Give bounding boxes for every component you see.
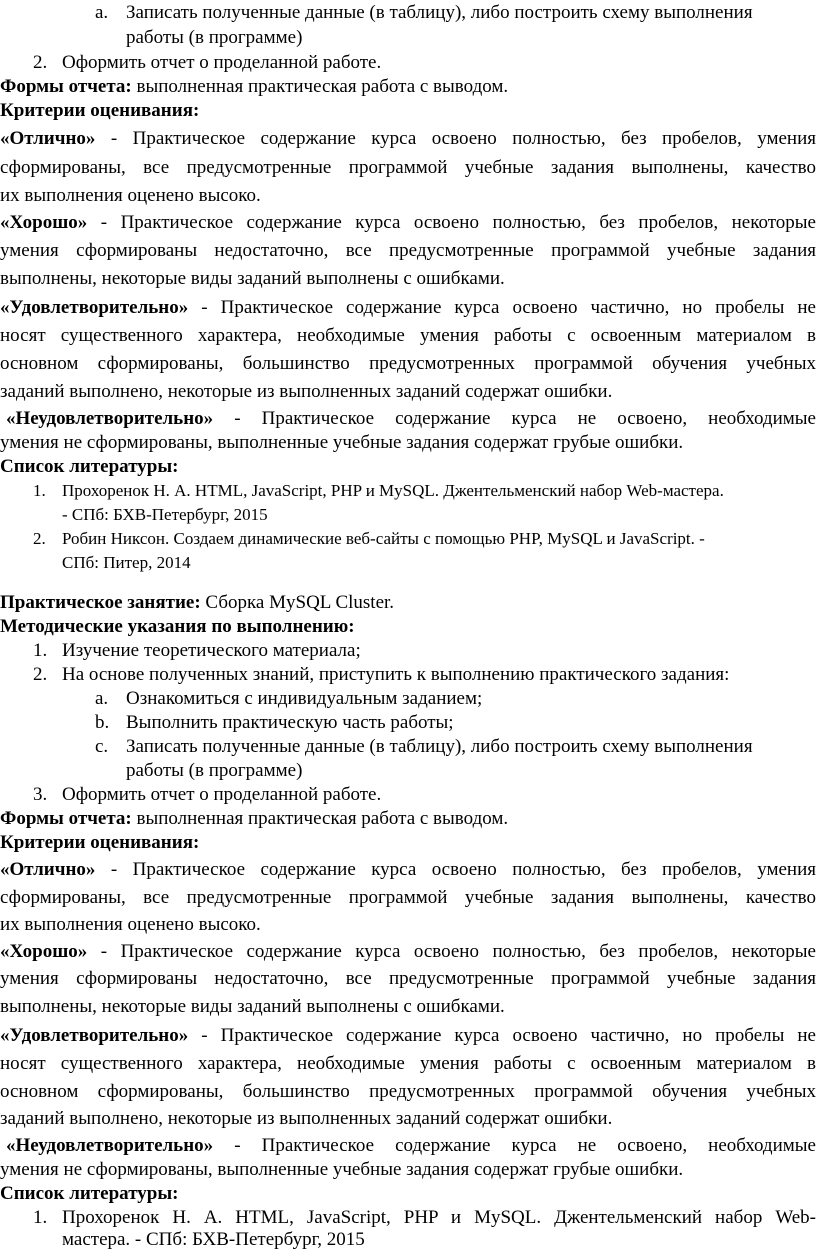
practice-name: Сборка MySQL Cluster. (200, 592, 395, 613)
paragraph-line (0, 914, 816, 936)
literature-heading (0, 456, 816, 478)
paragraph-text: умения не сформированы, выполненные учебные задания содержат грубые ошибки. (0, 432, 684, 453)
forms-label: Формы отчета: (0, 76, 132, 97)
paragraph-text: выполнены, некоторые виды заданий выполнены с ошибками. (0, 268, 505, 289)
heading-text: Критерии оценивания: (0, 100, 200, 121)
paragraph-text: умения сформированы недостаточно, все предусмотренные программой учебные задания (0, 240, 816, 261)
grade-satisfactory (0, 1025, 816, 1047)
paragraph-line (0, 1159, 816, 1181)
grade-excellent (0, 128, 816, 150)
paragraph-line (0, 325, 816, 347)
grade-label: «Хорошо» (0, 212, 88, 233)
paragraph-text: основном сформированы, большинство предусмотренных программой обучения учебных (0, 353, 816, 374)
list-text: Ознакомиться с индивидуальным заданием; (126, 688, 483, 709)
list-text: Прохоренок Н. А. HTML, JavaScript, PHP и MySQL. Джентельменский набор Web-мастера. (62, 481, 724, 500)
paragraph-line (0, 887, 816, 909)
paragraph-text: их выполнения оценено высоко. (0, 185, 261, 206)
paragraph-text: - Практическое содержание курса освоено полностью, без пробелов, умения (95, 859, 816, 880)
paragraph-text: умения сформированы недостаточно, все предусмотренные программой учебные задания (0, 968, 816, 989)
heading-text: Критерии оценивания: (0, 832, 200, 853)
list-marker: 1. (33, 640, 48, 661)
paragraph-line (0, 432, 816, 454)
paragraph-line (0, 1108, 816, 1130)
grade-label: «Удовлетворительно» (0, 1025, 189, 1046)
paragraph-text: выполнены, некоторые виды заданий выполнены с ошибками. (0, 996, 505, 1017)
forms-label: Формы отчета: (0, 808, 132, 829)
paragraph-text: - Практическое содержание курса освоено полностью, без пробелов, некоторые (87, 212, 816, 233)
list-text: Записать полученные данные (в таблицу), либо построить схему выполнения (126, 736, 753, 757)
paragraph-line (0, 353, 816, 375)
heading-text: Список литературы: (0, 1183, 179, 1204)
paragraph-line (0, 1081, 816, 1103)
practice-title (0, 592, 816, 614)
paragraph-line (0, 968, 816, 990)
literature-heading (0, 1183, 816, 1205)
grade-label: «Удовлетворительно» (0, 297, 189, 318)
paragraph-text: - Практическое содержание курса освоено полностью, без пробелов, некоторые (87, 941, 816, 962)
grade-unsatisfactory (6, 1135, 816, 1157)
paragraph-text: сформированы, все предусмотренные программой учебные задания выполнены, качество (0, 157, 816, 178)
list-text: - СПб: БХВ-Петербург, 2015 (62, 505, 268, 524)
list-text: Прохоренок Н. А. HTML, JavaScript, PHP и MySQL. Джентельменский набор Web- (62, 1207, 816, 1228)
list-text: Записать полученные данные (в таблицу), либо построить схему выполнения (126, 2, 753, 23)
criteria-heading (0, 832, 816, 854)
list-text: Выполнить практическую часть работы; (126, 712, 454, 733)
paragraph-line (0, 996, 816, 1018)
grade-label: «Отлично» (0, 859, 96, 880)
forms-text: выполненная практическая работа с выводом. (131, 76, 509, 97)
paragraph-text: основном сформированы, большинство предусмотренных программой обучения учебных (0, 1081, 816, 1102)
paragraph-text: их выполнения оценено высоко. (0, 914, 261, 935)
paragraph-line (0, 1053, 816, 1075)
report-forms (0, 808, 816, 830)
heading-text: Методические указания по выполнению: (0, 616, 355, 637)
grade-excellent (0, 859, 816, 881)
list-marker: a. (95, 2, 109, 23)
grade-unsatisfactory (6, 408, 816, 430)
grade-label: «Неудовлетворительно» (6, 408, 214, 429)
list-marker: 1. (33, 1207, 48, 1228)
paragraph-text: - Практическое содержание курса освоено частично, но пробелы не (188, 1025, 816, 1046)
list-text: работы (в программе) (126, 760, 303, 781)
grade-satisfactory (0, 297, 816, 319)
criteria-heading (0, 100, 816, 122)
list-marker: c. (95, 736, 109, 757)
list-text: Оформить отчет о проделанной работе. (62, 52, 382, 73)
paragraph-text: носят существенного характера, необходимые умения работы с освоенным материалом в (0, 325, 816, 346)
list-marker: 3. (33, 784, 48, 805)
paragraph-line (0, 268, 816, 290)
paragraph-line (0, 157, 816, 179)
paragraph-text: - Практическое содержание курса освоено частично, но пробелы не (188, 297, 816, 318)
list-text: На основе полученных знаний, приступить к выполнению практического задания: (62, 664, 730, 685)
list-text: Изучение теоретического материала; (62, 640, 361, 661)
grade-label: «Хорошо» (0, 941, 88, 962)
list-marker: b. (95, 712, 110, 733)
heading-text: Список литературы: (0, 456, 179, 477)
paragraph-text: - Практическое содержание курса не освоено, необходимые (213, 408, 816, 429)
grade-label: «Отлично» (0, 128, 96, 149)
method-heading (0, 616, 816, 638)
list-text: работы (в программе) (126, 27, 303, 48)
list-text: СПб: Питер, 2014 (62, 553, 191, 572)
list-marker: 2. (33, 529, 46, 548)
report-forms (0, 76, 816, 98)
list-marker: 2. (33, 664, 48, 685)
list-text: мастера. - СПб: БХВ-Петербург, 2015 (62, 1229, 365, 1250)
grade-good (0, 941, 816, 963)
list-marker: 2. (33, 52, 48, 73)
paragraph-text: - Практическое содержание курса освоено полностью, без пробелов, умения (95, 128, 816, 149)
list-marker: a. (95, 688, 109, 709)
grade-good (0, 212, 816, 234)
paragraph-line (0, 185, 816, 207)
practice-label: Практическое занятие: (0, 592, 201, 613)
list-text: Оформить отчет о проделанной работе. (62, 784, 382, 805)
paragraph-text: заданий выполнено, некоторые из выполненных заданий содержат ошибки. (0, 381, 613, 402)
paragraph-text: - Практическое содержание курса не освоено, необходимые (213, 1135, 816, 1156)
grade-label: «Неудовлетворительно» (6, 1135, 214, 1156)
paragraph-text: заданий выполнено, некоторые из выполненных заданий содержат ошибки. (0, 1108, 613, 1129)
paragraph-line (0, 381, 816, 403)
forms-text: выполненная практическая работа с выводом. (131, 808, 509, 829)
list-marker: 1. (33, 481, 46, 500)
paragraph-text: носят существенного характера, необходимые умения работы с освоенным материалом в (0, 1053, 816, 1074)
paragraph-line (0, 240, 816, 262)
paragraph-text: умения не сформированы, выполненные учебные задания содержат грубые ошибки. (0, 1159, 684, 1180)
paragraph-text: сформированы, все предусмотренные программой учебные задания выполнены, качество (0, 887, 816, 908)
list-text: Робин Никсон. Создаем динамические веб-сайты с помощью PHP, MySQL и JavaScript. - (62, 529, 705, 548)
